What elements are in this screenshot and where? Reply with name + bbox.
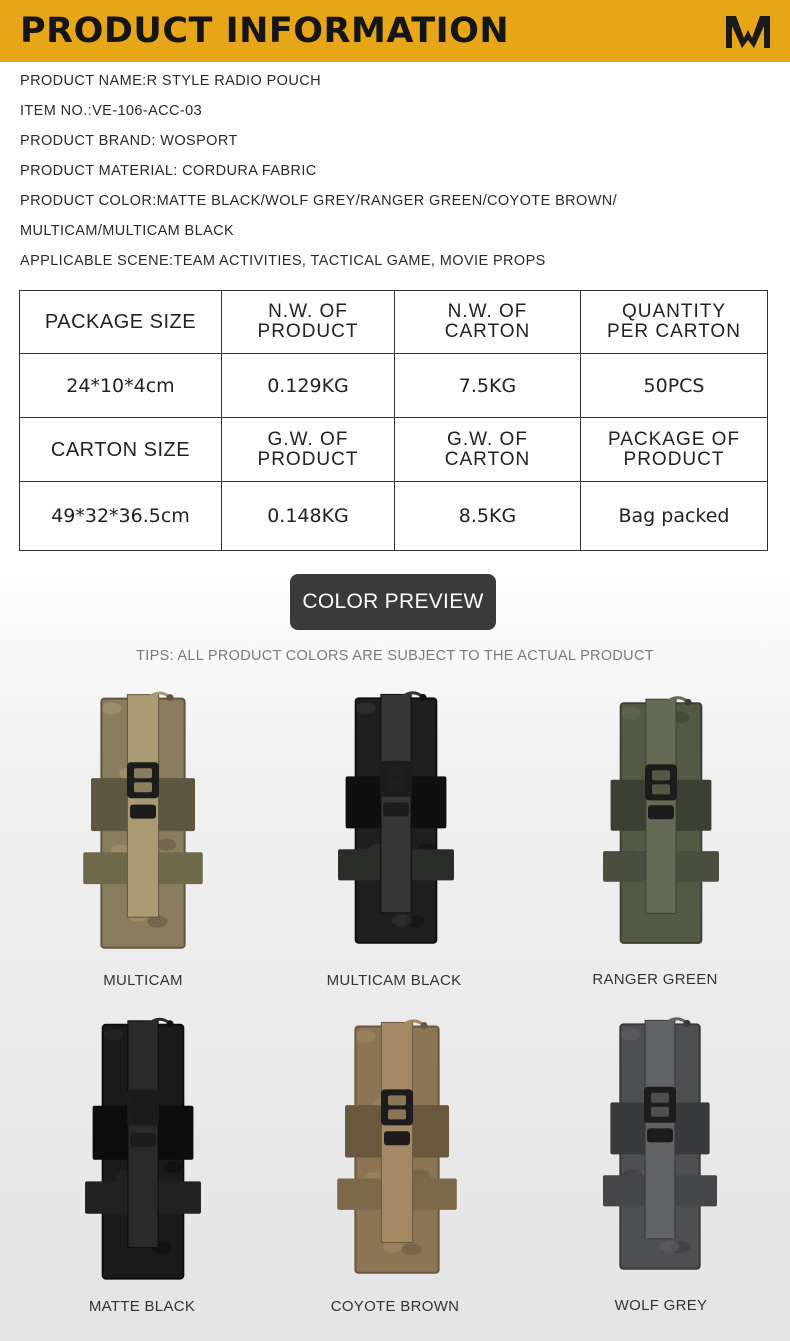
table-header-cell <box>581 291 768 354</box>
product-color-label: MULTICAM BLACK <box>326 972 462 989</box>
product-color-label: RANGER GREEN <box>592 971 718 988</box>
product-image <box>80 1014 206 1284</box>
table-cell: 8.5KG <box>395 482 581 551</box>
info-material: PRODUCT MATERIAL: CORDURA FABRIC <box>20 163 317 179</box>
table-header-cell <box>395 418 581 482</box>
table-cell: 50PCS <box>581 354 768 418</box>
table-header-cell <box>222 291 395 354</box>
product-image <box>78 688 208 953</box>
table-cell: Bag packed <box>581 482 768 551</box>
product-color-label: WOLF GREY <box>614 1297 708 1314</box>
table-header-line: G.W. OF <box>447 428 528 450</box>
table-header-cell <box>395 291 581 354</box>
info-scene: APPLICABLE SCENE:TEAM ACTIVITIES, TACTICAL GAME, MOVIE PROPS <box>20 253 546 269</box>
table-header-cell: CARTON SIZE <box>20 418 222 482</box>
product-image <box>332 1016 462 1278</box>
info-color-line2: MULTICAM/MULTICAM BLACK <box>20 223 235 239</box>
table-header-line: PRODUCT <box>257 321 359 342</box>
radio-pouch-icon <box>598 1014 722 1274</box>
page-title: PRODUCT INFORMATION <box>20 11 510 51</box>
table-header-cell <box>581 418 768 482</box>
table-header-line: PACKAGE OF <box>607 428 741 450</box>
table-row <box>20 354 768 418</box>
radio-pouch-icon <box>332 1016 462 1278</box>
header-bar <box>0 0 790 62</box>
product-color-label: MULTICAM <box>103 972 183 989</box>
product-color-label: MATTE BLACK <box>88 1298 196 1315</box>
radio-pouch-icon <box>80 1014 206 1284</box>
product-image <box>598 693 724 948</box>
table-header-line: N.W. OF <box>447 301 528 322</box>
radio-pouch-icon <box>333 688 459 948</box>
tips-text: TIPS: ALL PRODUCT COLORS ARE SUBJECT TO THE ACTUAL PRODUCT <box>136 648 654 664</box>
table-cell: 7.5KG <box>395 354 581 418</box>
table-cell: 0.148KG <box>222 482 395 551</box>
spec-table <box>19 290 768 551</box>
radio-pouch-icon <box>598 693 724 948</box>
table-header-line: PRODUCT <box>257 448 359 470</box>
table-header-cell <box>222 418 395 482</box>
table-cell: 49*32*36.5cm <box>20 482 222 551</box>
table-header-cell: PACKAGE SIZE <box>20 291 222 354</box>
product-image <box>598 1014 722 1274</box>
table-header-line: CARTON <box>444 448 531 470</box>
table-header-line: N.W. OF <box>268 301 348 322</box>
table-row <box>20 291 768 354</box>
info-product-name: PRODUCT NAME:R STYLE RADIO POUCH <box>20 73 321 89</box>
table-cell: 0.129KG <box>222 354 395 418</box>
table-header-line: CARTON <box>444 321 531 342</box>
table-header-line: PER CARTON <box>607 321 741 342</box>
info-item-no: ITEM NO.:VE-106-ACC-03 <box>20 103 203 119</box>
product-image <box>333 688 459 948</box>
info-color-line1: PRODUCT COLOR:MATTE BLACK/WOLF GREY/RANGER GREEN/COYOTE BROWN/ <box>20 193 618 209</box>
table-header-line: PRODUCT <box>623 448 725 470</box>
table-header-line: G.W. OF <box>267 428 349 450</box>
color-preview-badge: COLOR PREVIEW <box>290 574 496 630</box>
w-logo-icon <box>722 12 774 52</box>
info-brand: PRODUCT BRAND: WOSPORT <box>20 133 238 149</box>
product-color-label: COYOTE BROWN <box>330 1298 460 1315</box>
table-row <box>20 482 768 551</box>
table-row <box>20 418 768 482</box>
radio-pouch-icon <box>78 688 208 953</box>
table-header-line: QUANTITY <box>621 301 727 322</box>
table-cell: 24*10*4cm <box>20 354 222 418</box>
